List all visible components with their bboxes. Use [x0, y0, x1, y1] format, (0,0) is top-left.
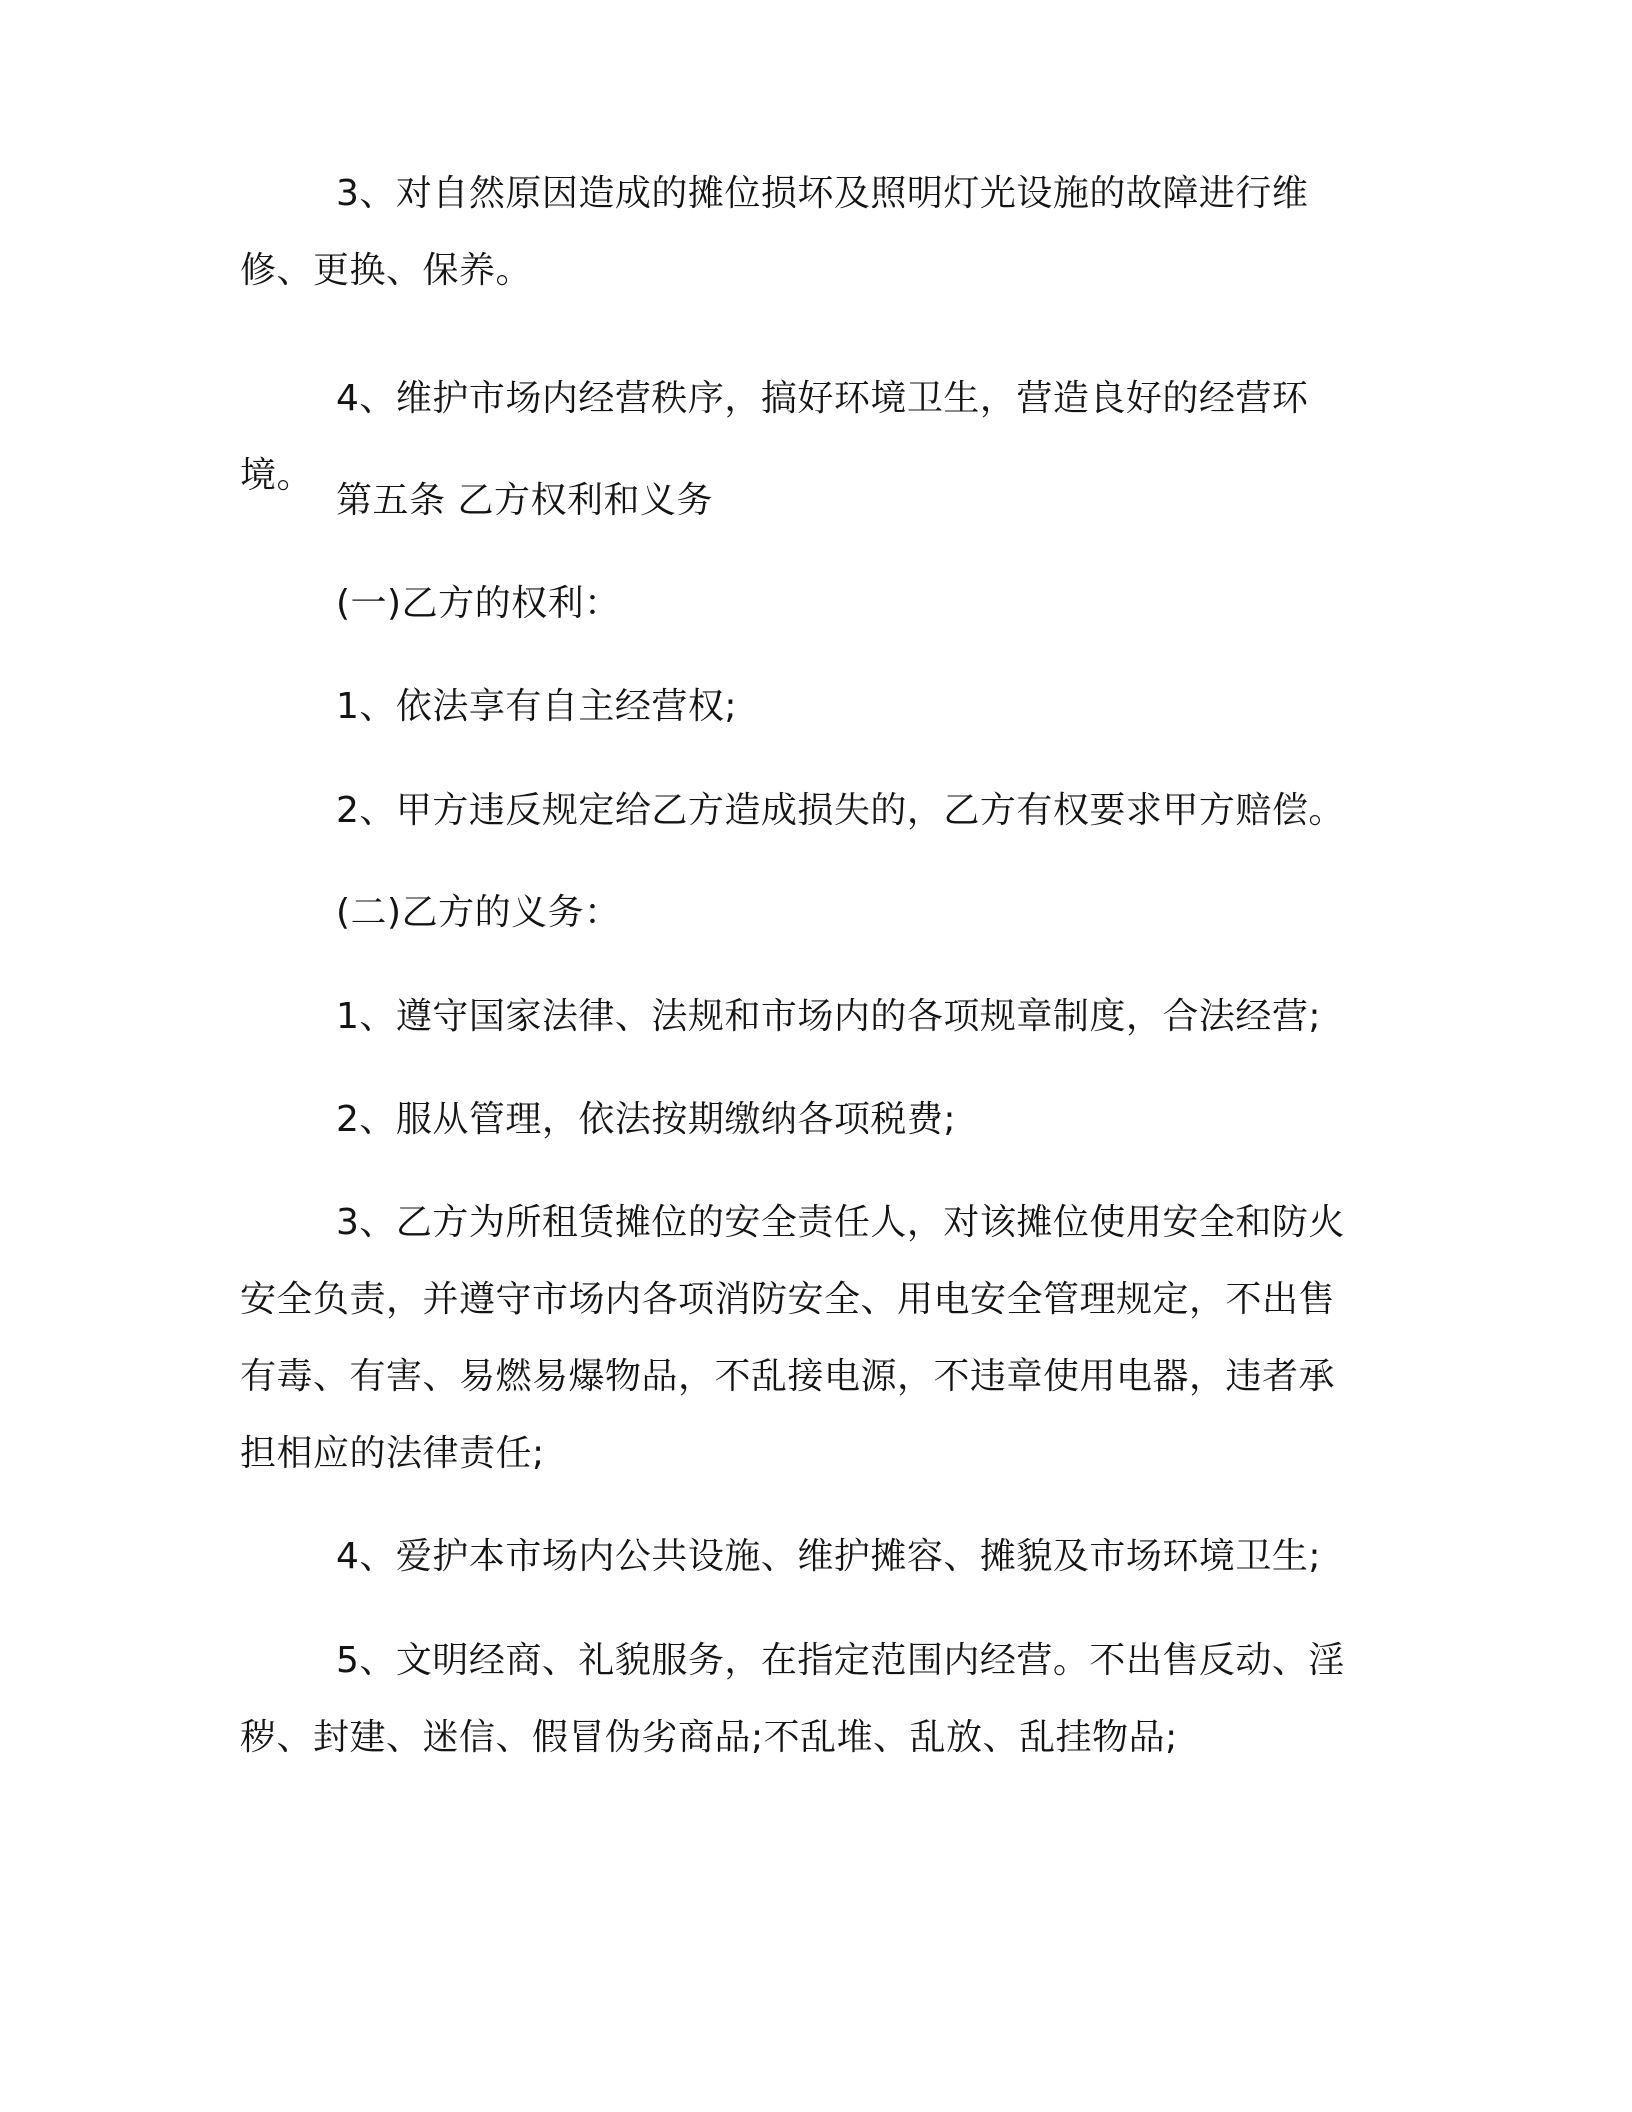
section-heading-article-5: 第五条 乙方权利和义务 — [336, 480, 713, 521]
paragraph-obligation-1: 1、遵守国家法律、法规和市场内的各项规章制度，合法经营; — [336, 996, 1322, 1037]
paragraph-market-order: 4、维护市场内经营秩序，搞好环境卫生，营造良好的经营环境。 — [240, 378, 1309, 496]
paragraph-obligation-5: 5、文明经商、礼貌服务，在指定范围内经营。不出售反动、淫秽、封建、迷信、假冒伪劣商品;不乱堆、乱放、乱挂物品; — [240, 1640, 1345, 1758]
paragraph-obligation-3: 3、乙方为所租赁摊位的安全责任人，对该摊位使用安全和防火安全负责，并遵守市场内各项消防安全、用电安全管理规定，不出售有毒、有害、易燃易爆物品，不乱接电源，不违章使用电器，违者承担相应的法律责任; — [240, 1202, 1345, 1474]
paragraph-repair-maintenance: 3、对自然原因造成的摊位损坏及照明灯光设施的故障进行维修、更换、保养。 — [240, 173, 1309, 291]
paragraph-right-2: 2、甲方违反规定给乙方造成损失的，乙方有权要求甲方赔偿。 — [336, 790, 1345, 831]
paragraph-obligation-2: 2、服从管理，依法按期缴纳各项税费; — [336, 1099, 957, 1140]
paragraph-obligation-4: 4、爱护本市场内公共设施、维护摊容、摊貌及市场环境卫生; — [336, 1536, 1322, 1577]
subheading-party-b-obligations: (二)乙方的义务： — [336, 892, 621, 933]
subheading-party-b-rights: (一)乙方的权利： — [336, 583, 621, 624]
paragraph-right-1: 1、依法享有自主经营权; — [336, 686, 738, 727]
